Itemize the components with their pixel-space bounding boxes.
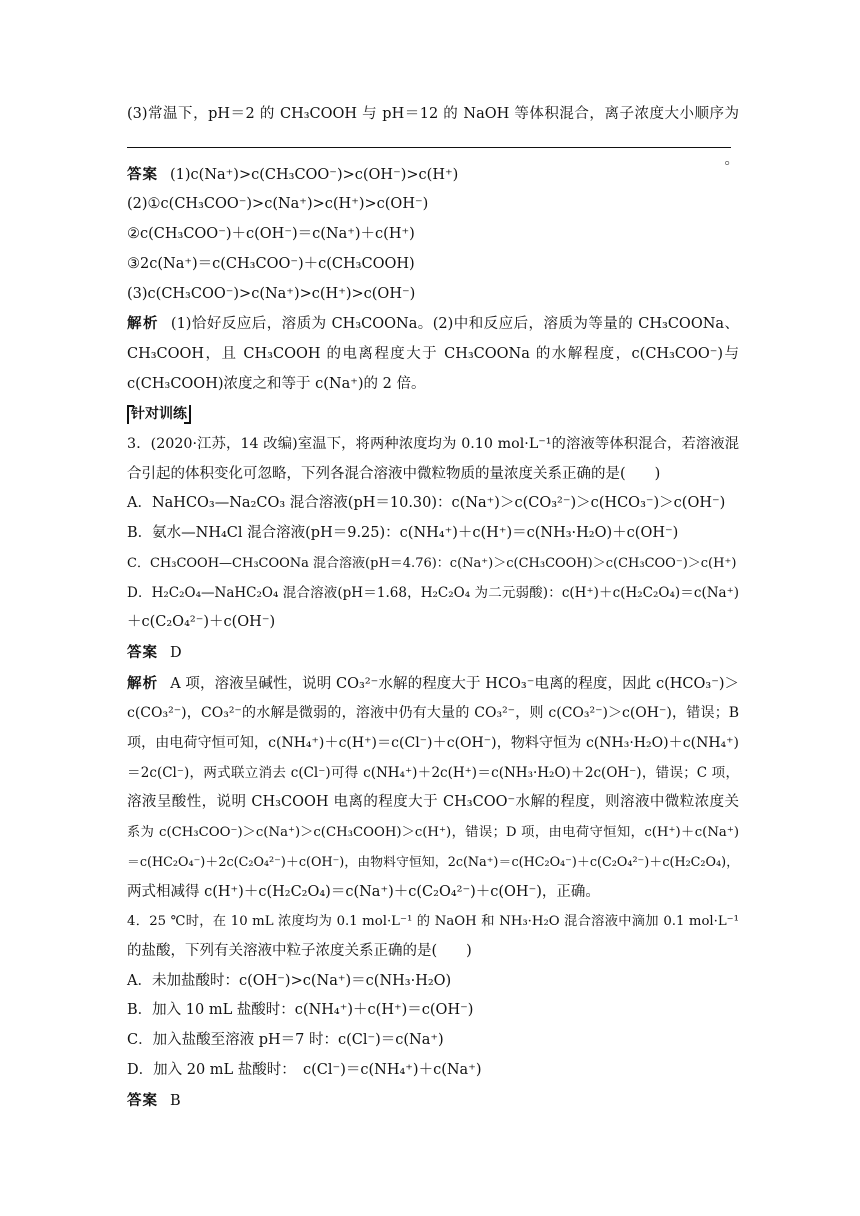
analysis-text: A 项，溶液呈碱性，说明 CO₃²⁻水解的程度大于 HCO₃⁻电离的程度，因此 c(HCO₃⁻)＞ — [170, 675, 739, 692]
analysis-3-line-1 — [127, 669, 739, 700]
question-3-stem-line-1: 3．(2020·江苏，14 改编)室温下，将两种浓度均为 0.10 mol·L⁻¹的溶液等体积混合，若溶液混 — [127, 436, 739, 453]
analysis-3-line-8: 两式相减得 c(H⁺)＋c(H₂C₂O₄)＝c(Na⁺)＋c(C₂O₄²⁻)＋c(OH⁻)，正确。 — [127, 883, 600, 900]
fill-in-blank — [127, 134, 731, 148]
section-title: 针对训练 — [127, 405, 191, 424]
question-4-option-d: D．加入 20 mL 盐酸时： c(Cl⁻)＝c(NH₄⁺)＋c(Na⁺) — [127, 1061, 482, 1078]
answer-4 — [127, 1086, 739, 1117]
document-body — [127, 100, 739, 1116]
question-3-stem-line-2: 合引起的体积变化可忽略，下列各混合溶液中微粒物质的量浓度关系正确的是( ) — [127, 465, 661, 482]
question-3-option-d-line-2: ＋c(C₂O₄²⁻)＋c(OH⁻) — [127, 614, 276, 631]
blank-period: 。 — [724, 151, 739, 168]
question-4-option-a: A．未加盐酸时：c(OH⁻)>c(Na⁺)＝c(NH₃·H₂O) — [127, 972, 452, 989]
answer-1-line-2: (2)①c(CH₃COO⁻)>c(Na⁺)>c(H⁺)>c(OH⁻) — [127, 196, 429, 213]
analysis-label: 解析 — [127, 674, 159, 692]
analysis-3-line-2: c(CO₃²⁻)，CO₃²⁻的水解是微弱的，溶液中仍有大量的 CO₃²⁻，则 c(CO₃²⁻)＞c(OH⁻)，错误；B — [127, 705, 739, 722]
answer-label: 答案 — [127, 165, 158, 183]
answer-blank-line — [127, 134, 739, 168]
question-4-stem-line-2: 的盐酸，下列有关溶液中粒子浓度关系正确的是( ) — [127, 942, 472, 959]
analysis-3-line-6: 系为 c(CH₃COO⁻)＞c(Na⁺)＞c(CH₃COOH)＞c(H⁺)，错误；D 项，由电荷守恒知，c(H⁺)＋c(Na⁺) — [127, 825, 739, 841]
analysis-1-line-1 — [127, 309, 739, 340]
question-4-option-c: C．加入盐酸至溶液 pH＝7 时：c(Cl⁻)＝c(Na⁺) — [127, 1032, 444, 1049]
question-3-option-b: B．氨水—NH₄Cl 混合溶液(pH＝9.25)：c(NH₄⁺)＋c(H⁺)＝c(NH₃·H₂O)＋c(OH⁻) — [127, 525, 679, 542]
question-3-prev-stem: (3)常温下，pH＝2 的 CH₃COOH 与 pH＝12 的 NaOH 等体积混合，离子浓度大小顺序为 — [127, 106, 739, 122]
analysis-3-line-4: ＝2c(Cl⁻)，两式联立消去 c(Cl⁻)可得 c(NH₄⁺)＋2c(H⁺)＝c(NH₃·H₂O)＋2c(OH⁻)，错误；C 项， — [127, 764, 739, 781]
analysis-label: 解析 — [127, 315, 159, 333]
question-4-stem-line-1: 4．25 ℃时，在 10 mL 浓度均为 0.1 mol·L⁻¹ 的 NaOH 和 NH₃·H₂O 混合溶液中滴加 0.1 mol·L⁻¹ — [127, 914, 739, 930]
section-heading-row — [127, 399, 739, 430]
question-3-option-d-line-1: D．H₂C₂O₄—NaHC₂O₄ 混合溶液(pH＝1.68，H₂C₂O₄ 为二元弱酸)：c(H⁺)＋c(H₂C₂O₄)＝c(Na⁺) — [127, 584, 739, 601]
analysis-1-line-3: c(CH₃COOH)浓度之和等于 c(Na⁺)的 2 倍。 — [127, 375, 426, 392]
answer-1-line-4: ③2c(Na⁺)＝c(CH₃COO⁻)＋c(CH₃COOH) — [127, 255, 415, 272]
answer-text: (1)c(Na⁺)>c(CH₃COO⁻)>c(OH⁻)>c(H⁺) — [170, 166, 459, 183]
analysis-text: (1)恰好反应后，溶质为 CH₃COONa。(2)中和反应后，溶质为等量的 CH₃COONa、 — [170, 316, 739, 333]
analysis-3-line-5: 溶液呈酸性，说明 CH₃COOH 电离的程度大于 CH₃COO⁻水解的程度，则溶液中微粒浓度关 — [127, 794, 739, 811]
analysis-3-line-3: 项，由电荷守恒可知，c(NH₄⁺)＋c(H⁺)＝c(Cl⁻)＋c(OH⁻)，物料守恒为 c(NH₃·H₂O)＋c(NH₄⁺) — [127, 735, 739, 752]
answer-value: D — [170, 644, 182, 661]
analysis-3-line-7: ＝c(HC₂O₄⁻)＋2c(C₂O₄²⁻)＋c(OH⁻)，由物料守恒知，2c(Na⁺)＝c(HC₂O₄⁻)＋c(C₂O₄²⁻)＋c(H₂C₂O₄)， — [127, 854, 739, 870]
answer-3 — [127, 638, 739, 669]
analysis-1-line-2: CH₃COOH，且 CH₃COOH 的电离程度大于 CH₃COONa 的水解程度，c(CH₃COO⁻)与 — [127, 345, 739, 362]
answer-1-line-1 — [127, 160, 739, 191]
question-3-option-c: C．CH₃COOH—CH₃COONa 混合溶液(pH＝4.76)：c(Na⁺)＞c(CH₃COOH)＞c(CH₃COO⁻)＞c(H⁺) — [127, 555, 737, 571]
answer-value: B — [170, 1092, 181, 1109]
answer-label: 答案 — [127, 1091, 158, 1109]
answer-1-line-3: ②c(CH₃COO⁻)＋c(OH⁻)＝c(Na⁺)＋c(H⁺) — [127, 226, 415, 243]
answer-1-line-5: (3)c(CH₃COO⁻)>c(Na⁺)>c(H⁺)>c(OH⁻) — [127, 285, 416, 302]
question-3-option-a: A．NaHCO₃—Na₂CO₃ 混合溶液(pH＝10.30)：c(Na⁺)＞c(CO₃²⁻)＞c(HCO₃⁻)＞c(OH⁻) — [127, 495, 726, 512]
answer-label: 答案 — [127, 643, 158, 661]
question-4-option-b: B．加入 10 mL 盐酸时：c(NH₄⁺)＋c(H⁺)＝c(OH⁻) — [127, 1002, 474, 1019]
